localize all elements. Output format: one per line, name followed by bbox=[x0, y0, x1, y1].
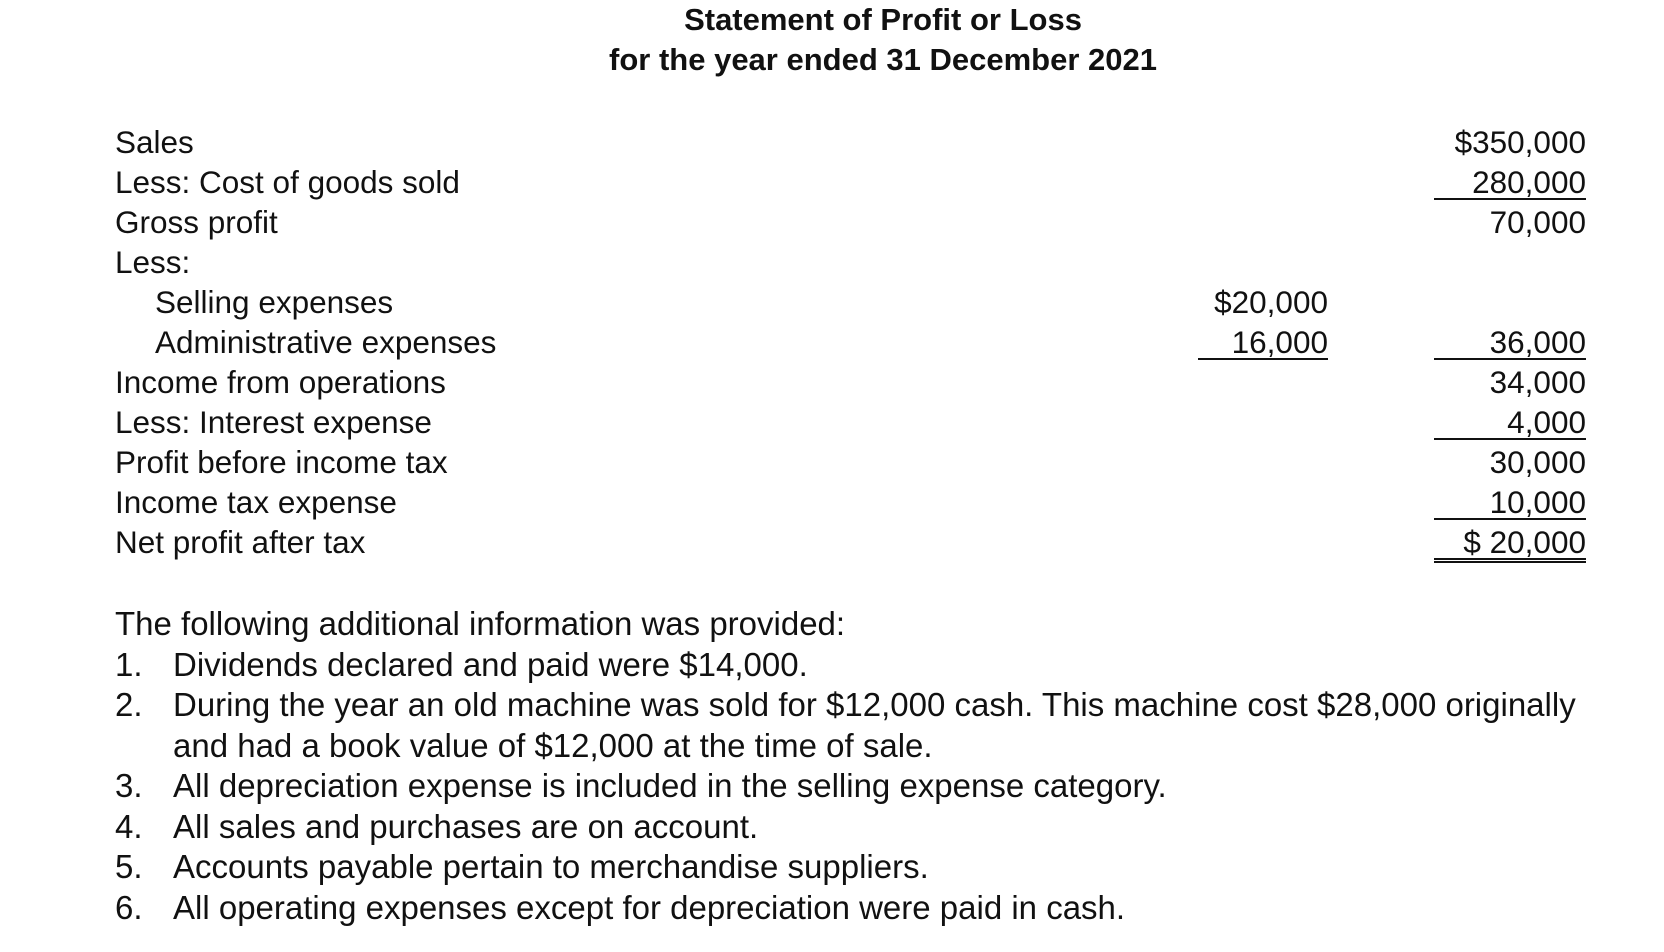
amount-income-tax-expense: 10,000 bbox=[1434, 482, 1586, 520]
list-item-text: Accounts payable pertain to merchandise suppliers. bbox=[173, 848, 929, 885]
amount-income-from-operations: 34,000 bbox=[1489, 364, 1586, 400]
list-item-number: 5. bbox=[115, 848, 143, 885]
row-net-profit bbox=[0, 522, 1664, 562]
row-less bbox=[0, 242, 1664, 282]
row-interest-expense bbox=[0, 402, 1664, 442]
list-item-number: 1. bbox=[115, 645, 143, 683]
list-item-number: 4. bbox=[115, 807, 143, 845]
amount-gross-profit: 70,000 bbox=[1489, 204, 1586, 240]
statement-title: Statement of Profit or Loss bbox=[684, 2, 1082, 37]
label-less: Less: bbox=[115, 244, 191, 280]
amount-interest-expense: 4,000 bbox=[1434, 402, 1586, 440]
amount-cogs: 280,000 bbox=[1434, 162, 1586, 200]
list-item bbox=[115, 645, 1576, 686]
amount-sales: $350,000 bbox=[1454, 124, 1586, 160]
label-cogs: Less: Cost of goods sold bbox=[115, 164, 460, 200]
label-profit-before-tax: Profit before income tax bbox=[115, 444, 448, 480]
list-item-number: 3. bbox=[115, 767, 143, 804]
list-item bbox=[115, 807, 1576, 848]
amount-admin-expenses: 16,000 bbox=[1198, 322, 1328, 360]
additional-information bbox=[115, 604, 1576, 928]
row-cogs bbox=[0, 162, 1664, 202]
row-profit-before-tax bbox=[0, 442, 1664, 482]
statement-period: for the year ended 31 December 2021 bbox=[609, 42, 1157, 77]
list-item-text-continued: and had a book value of $12,000 at the time of sale. bbox=[173, 726, 933, 764]
label-admin-expenses: Administrative expenses bbox=[155, 324, 497, 360]
list-item-text: During the year an old machine was sold for $12,000 cash. This machine cost $28,000 originally bbox=[173, 686, 1576, 723]
label-net-profit: Net profit after tax bbox=[115, 524, 366, 560]
label-interest-expense: Less: Interest expense bbox=[115, 404, 432, 440]
row-admin-expenses bbox=[0, 322, 1664, 362]
list-item bbox=[115, 685, 1576, 766]
additional-info-intro: The following additional information was provided: bbox=[115, 605, 846, 642]
row-gross-profit bbox=[0, 202, 1664, 242]
list-item bbox=[115, 766, 1576, 807]
amount-selling-expenses: $20,000 bbox=[1214, 284, 1328, 320]
additional-info-list bbox=[115, 645, 1576, 929]
label-sales: Sales bbox=[115, 124, 194, 160]
list-item-text: All sales and purchases are on account. bbox=[173, 807, 759, 845]
amount-profit-before-tax: 30,000 bbox=[1489, 444, 1586, 480]
list-item bbox=[115, 888, 1576, 929]
list-item-text: All depreciation expense is included in the selling expense category. bbox=[173, 767, 1167, 804]
label-income-from-operations: Income from operations bbox=[115, 364, 446, 400]
list-item-text: All operating expenses except for depreciation were paid in cash. bbox=[173, 888, 1126, 926]
row-selling-expenses bbox=[0, 282, 1664, 322]
row-sales bbox=[0, 122, 1664, 162]
label-selling-expenses: Selling expenses bbox=[155, 284, 394, 320]
amount-net-profit: $ 20,000 bbox=[1434, 522, 1586, 563]
list-item-number: 2. bbox=[115, 686, 143, 723]
list-item bbox=[115, 847, 1576, 888]
row-income-tax-expense bbox=[0, 482, 1664, 522]
row-income-from-operations bbox=[0, 362, 1664, 402]
list-item-text: Dividends declared and paid were $14,000. bbox=[173, 645, 808, 683]
label-gross-profit: Gross profit bbox=[115, 204, 278, 240]
label-income-tax-expense: Income tax expense bbox=[115, 484, 397, 520]
list-item-number: 6. bbox=[115, 888, 143, 926]
amount-total-expenses: 36,000 bbox=[1434, 322, 1586, 360]
